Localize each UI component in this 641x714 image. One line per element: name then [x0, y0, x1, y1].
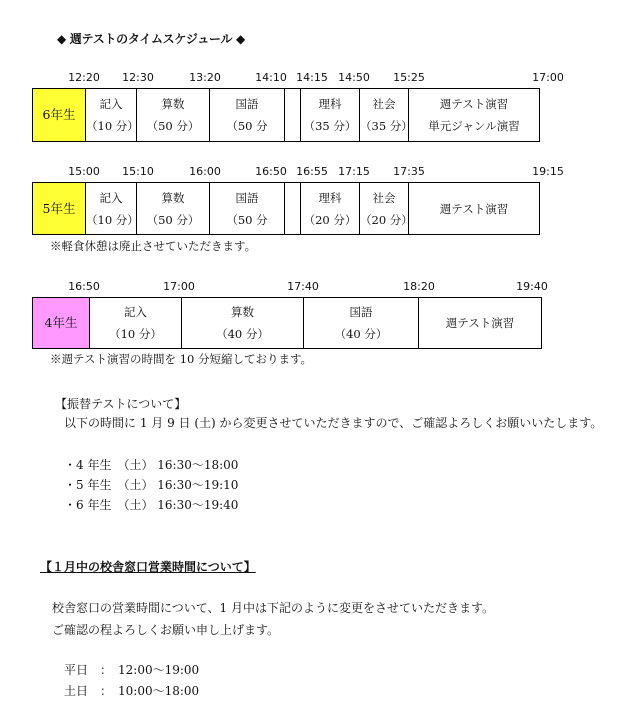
office-heading: 【１月中の校舎窓口営業時間について】 [40, 560, 256, 574]
makeup-item-6: ・6 年生 （土） 16:30〜19:40 [64, 498, 239, 512]
time-label: 17:00 [532, 71, 564, 84]
time-label: 14:15 [296, 71, 328, 84]
slot-science: 理科 （20 分） [300, 183, 359, 234]
slot-science: 理科 （35 分） [300, 89, 359, 141]
office-weekend-hours: 土日 ： 10:00〜18:00 [64, 684, 200, 698]
makeup-heading: 【振替テストについて】 [55, 397, 187, 411]
time-label: 19:40 [516, 280, 548, 293]
slot-social: 社会 （35 分） [359, 89, 408, 141]
time-label: 17:40 [287, 280, 319, 293]
slot-japanese: 国語 （40 分） [303, 298, 418, 348]
office-line-1: 校舎窓口の営業時間について、1 月中は下記のように変更をさせていただきます。 [52, 601, 495, 615]
time-label: 15:10 [122, 165, 154, 178]
slot-weekly-practice: 週テスト演習 [408, 183, 539, 234]
makeup-item-5: ・5 年生 （土） 16:30〜19:10 [64, 478, 239, 492]
slot-entry: 記入 （10 分） [85, 183, 136, 234]
schedule-5 [32, 182, 540, 235]
slot-break [284, 183, 300, 234]
time-label: 17:15 [338, 165, 370, 178]
slot-social: 社会 （20 分） [359, 183, 408, 234]
time-label: 15:00 [68, 165, 100, 178]
makeup-item-4: ・4 年生 （土） 16:30〜18:00 [64, 458, 239, 472]
time-label: 14:10 [255, 71, 287, 84]
grade-label-5: 5年生 [33, 183, 85, 234]
grade-label-4: 4年生 [33, 298, 89, 348]
time-label: 16:55 [296, 165, 328, 178]
slot-math: 算数 （50 分） [136, 89, 209, 141]
slot-math: 算数 （40 分） [181, 298, 303, 348]
time-label: 17:00 [163, 280, 195, 293]
time-label: 15:25 [393, 71, 425, 84]
time-label: 16:50 [68, 280, 100, 293]
time-label: 16:00 [189, 165, 221, 178]
slot-japanese: 国語 （50 分 [209, 89, 284, 141]
grade-label-6: 6年生 [33, 89, 85, 141]
slot-weekly-practice: 週テスト演習 [418, 298, 541, 348]
slot-entry: 記入 （10 分） [89, 298, 181, 348]
time-label: 12:20 [68, 71, 100, 84]
office-line-2: ご確認の程よろしくお願い申し上げます。 [52, 623, 280, 637]
schedule-4 [32, 297, 542, 349]
time-label: 18:20 [403, 280, 435, 293]
slot-math: 算数 （50 分） [136, 183, 209, 234]
makeup-text: 以下の時間に 1 月 9 日 (土) から変更させていただきますので、ご確認よろしくお願いいたします。 [64, 416, 603, 430]
time-label: 19:15 [532, 165, 564, 178]
note-5: ※軽食休憩は廃止させていただきます。 [50, 239, 257, 253]
time-label: 17:35 [393, 165, 425, 178]
slot-break [284, 89, 300, 141]
office-weekday-hours: 平日 ： 12:00〜19:00 [64, 663, 200, 677]
slot-entry: 記入 （10 分） [85, 89, 136, 141]
note-4: ※週テスト演習の時間を 10 分短縮しております。 [50, 352, 313, 366]
time-label: 14:50 [338, 71, 370, 84]
time-label: 13:20 [189, 71, 221, 84]
time-label: 16:50 [255, 165, 287, 178]
page-title: ◆ 週テストのタイムスケジュール ◆ [57, 32, 245, 46]
slot-japanese: 国語 （50 分 [209, 183, 284, 234]
slot-weekly-practice: 週テスト演習 単元ジャンル演習 [408, 89, 539, 141]
time-label: 12:30 [122, 71, 154, 84]
schedule-6 [32, 88, 540, 142]
